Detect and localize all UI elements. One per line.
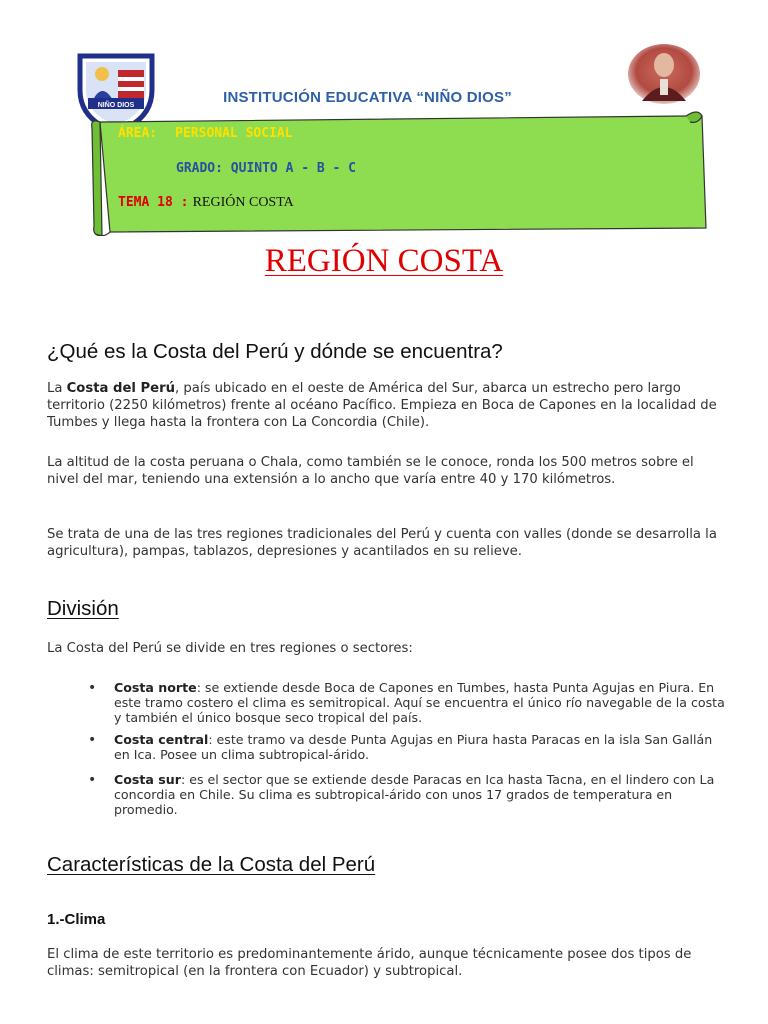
- section-heading-division: División: [47, 597, 119, 620]
- tema-label: TEMA 18 :: [118, 195, 189, 210]
- tema-value: REGIÓN COSTA: [192, 195, 294, 210]
- paragraph-altitud: La altitud de la costa peruana o Chala, como también se le conoce, ronda los 500 metros sobre el nivel del mar, teniendo una extensión a lo ancho que varía entre 40 y 170 kilómetros.: [47, 455, 694, 487]
- paragraph-clima: El clima de este territorio es predominantemente árido, aunque técnicamente posee dos tipos de climas: semitropical (en la frontera con Ecuador) y subtropical.: [47, 947, 692, 979]
- list-item-costa-central: Costa central: este tramo va desde Punta Agujas en Piura hasta Paracas en la isla San Gallán en Ica. Posee un clima subtropical-árido.: [114, 732, 713, 762]
- tema-line: [118, 195, 294, 211]
- institution-title: INSTITUCIÓN EDUCATIVA “NIÑO DIOS”: [223, 89, 512, 106]
- list-item-costa-sur: Costa sur: es el sector que se extiende desde Paracas en Ica hasta Tacna, en el lindero con La concordia en Chile. Su clima es subtropical-árido con unos 17 grados de temperatura en promedio.: [114, 772, 715, 817]
- area-line: [118, 126, 293, 141]
- bullet-dot: •: [88, 772, 97, 788]
- section-heading-caracteristicas: Características de la Costa del Perú: [47, 853, 376, 876]
- section-heading-que-es: ¿Qué es la Costa del Perú y dónde se encuentra?: [47, 340, 503, 363]
- bullet-dot: •: [88, 732, 97, 748]
- area-label: ÁREA:: [118, 126, 158, 141]
- paragraph-regiones: Se trata de una de las tres regiones tradicionales del Perú y cuenta con valles (donde se desarrolla la agricultura), pampas, tablazos, depresiones y acantilados en su relieve.: [47, 527, 717, 559]
- svg-text:NIÑO DIOS: NIÑO DIOS: [97, 102, 135, 109]
- bold-costa-del-peru: Costa del Perú: [66, 381, 176, 396]
- bullet-dot: •: [88, 680, 97, 696]
- paragraph-costa-intro: La Costa del Perú, país ubicado en el oeste de América del Sur, abarca un estrecho pero largo territorio (2250 kilómetros) frente al océano Pacífico. Empieza en Boca de Capones en la localidad de Tumbes y llega hasta la frontera con La Concordia (Chile).: [47, 381, 717, 430]
- paragraph-division-intro: La Costa del Perú se divide en tres regiones o sectores:: [47, 641, 413, 656]
- list-item-costa-norte: Costa norte: se extiende desde Boca de Capones en Tumbes, hasta Punta Agujas en Piura. En este tramo costero el clima es semitropical. Aquí se encuentra el único río navegable de la costa y también el único bosque seco tropical del país.: [114, 680, 725, 725]
- grado-line: GRADO: QUINTO A - B - C: [176, 161, 357, 176]
- page-title: REGIÓN COSTA: [264, 243, 504, 279]
- subheading-clima: 1.-Clima: [47, 911, 106, 928]
- area-value: PERSONAL SOCIAL: [175, 126, 293, 141]
